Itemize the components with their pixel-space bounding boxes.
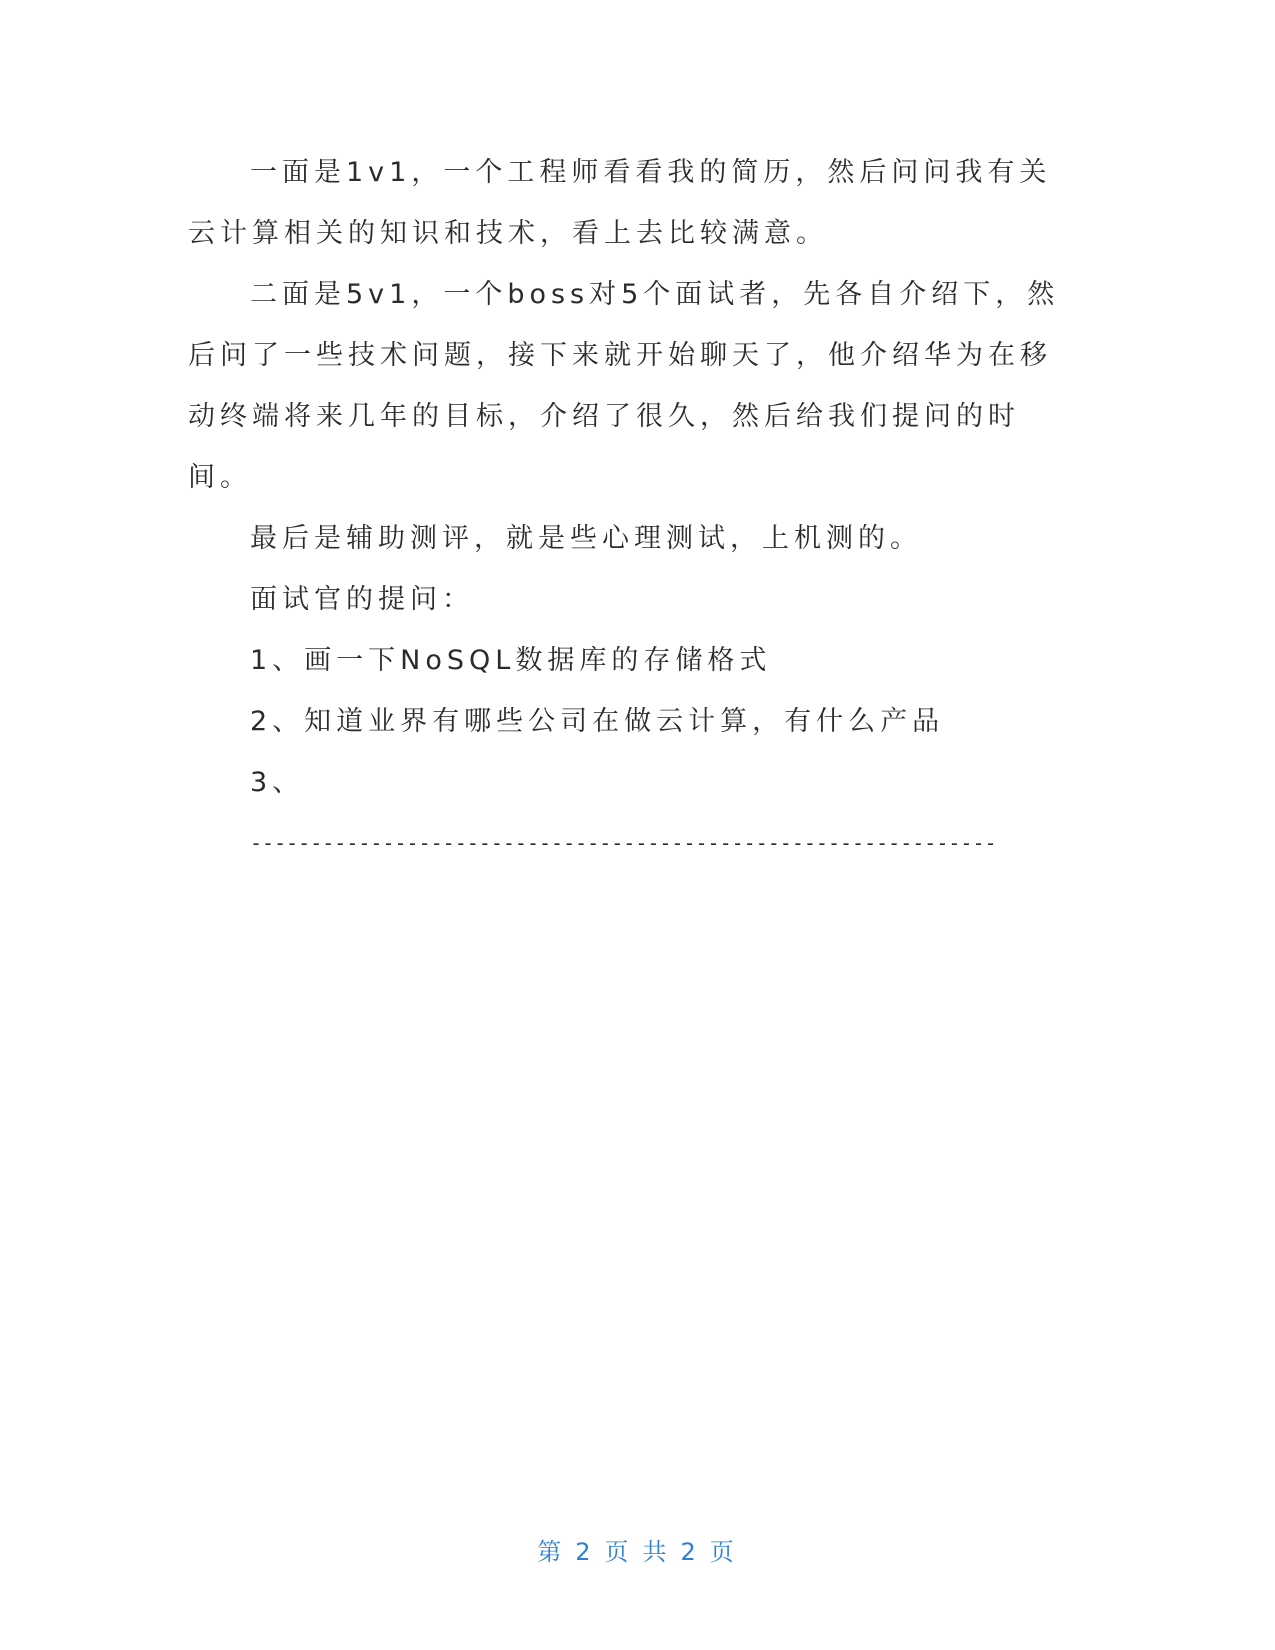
document-body bbox=[188, 142, 1068, 874]
paragraph-round-two: 二面是5v1，一个boss对5个面试者，先各自介绍下，然后问了一些技术问题，接下来就开始聊天了，他介绍华为在移动终端将来几年的目标，介绍了很久，然后给我们提问的时间。 bbox=[188, 279, 1060, 493]
question-item-2: 2、知道业界有哪些公司在做云计算，有什么产品 bbox=[250, 706, 945, 737]
question-item-3: 3、 bbox=[250, 767, 305, 798]
separator-line: -------------------------------------------------------------- bbox=[250, 831, 997, 855]
footer-total-pages: 2 bbox=[680, 1538, 700, 1566]
paragraph-round-one: 一面是1v1，一个工程师看看我的简历，然后问问我有关云计算相关的知识和技术，看上去比较满意。 bbox=[188, 157, 1052, 249]
paragraph-assessment: 最后是辅助测评，就是些心理测试，上机测的。 bbox=[250, 523, 922, 554]
footer-total-word: 页 bbox=[709, 1538, 738, 1566]
page-footer bbox=[0, 1532, 1275, 1567]
footer-page-word: 页 bbox=[604, 1538, 633, 1566]
footer-total-prefix: 共 bbox=[642, 1538, 671, 1566]
question-item-1: 1、画一下NoSQL数据库的存储格式 bbox=[250, 645, 772, 676]
footer-page-prefix: 第 bbox=[537, 1538, 566, 1566]
footer-current-page: 2 bbox=[575, 1538, 595, 1566]
paragraph-questions-heading: 面试官的提问： bbox=[250, 584, 474, 615]
